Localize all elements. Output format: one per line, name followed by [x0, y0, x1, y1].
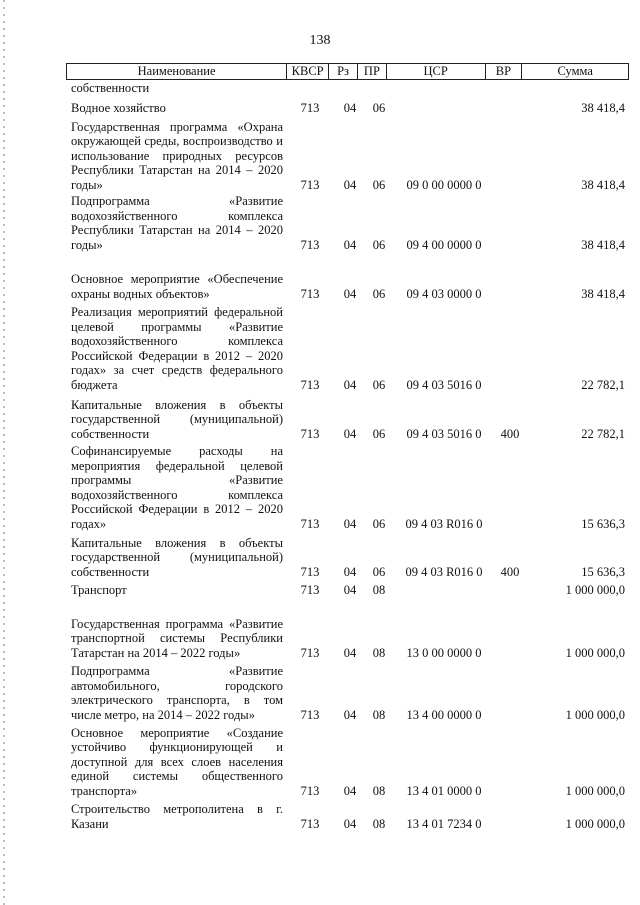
row-rz: 04 [343, 177, 357, 192]
page-number: 138 [309, 33, 331, 48]
row-sum: 1 000 000,0 [565, 582, 625, 597]
row-name: Подпрограмма «Развитие водохозяйственного комплекса Республики Татарстан на 2014 – 2020 годы» [71, 194, 283, 252]
row-kvsr: 713 [300, 100, 320, 115]
row-kvsr: 713 [300, 816, 320, 831]
table-row [0, 256, 640, 301]
header-kvsr: КВСР [287, 64, 329, 79]
row-rz: 04 [343, 286, 357, 301]
header-csr: ЦСР [387, 64, 486, 79]
header-name: Наименование [67, 64, 287, 79]
header-sum: Сумма [557, 64, 593, 78]
row-name: Капитальные вложения в объекты государственной (муниципальной) собственности [71, 397, 283, 441]
row-kvsr: 713 [300, 582, 320, 597]
row-name: собственности [71, 80, 150, 95]
row-csr: 13 0 00 0000 0 [406, 645, 482, 660]
row-pr: 06 [372, 177, 386, 192]
row-rz: 04 [343, 564, 357, 579]
row-csr: 09 4 03 R016 0 [405, 516, 483, 531]
table-header [66, 63, 629, 80]
row-rz: 04 [343, 783, 357, 798]
row-csr: 09 4 00 0000 0 [406, 237, 482, 252]
row-sum: 1 000 000,0 [565, 707, 625, 722]
row-sum: 1 000 000,0 [565, 783, 625, 798]
row-name: Строительство метрополитена в г. Казани [71, 802, 283, 831]
row-rz: 04 [343, 516, 357, 531]
row-csr: 09 4 03 0000 0 [406, 286, 482, 301]
table-row [0, 100, 640, 115]
row-pr: 08 [372, 582, 386, 597]
table-row [0, 304, 640, 392]
row-rz: 04 [343, 645, 357, 660]
row-kvsr: 713 [300, 177, 320, 192]
table-row [0, 582, 640, 597]
row-pr: 06 [372, 564, 386, 579]
header-pr: ПР [358, 64, 387, 79]
row-csr: 13 4 01 7234 0 [406, 816, 482, 831]
row-pr: 08 [372, 645, 386, 660]
table-row [0, 443, 640, 531]
row-pr: 08 [372, 707, 386, 722]
row-name: Капитальные вложения в объекты государственной (муниципальной) собственности [71, 535, 283, 579]
row-sum: 38 418,4 [581, 286, 625, 301]
row-pr: 06 [372, 237, 386, 252]
row-csr: 09 4 03 R016 0 [405, 564, 483, 579]
row-pr: 08 [372, 816, 386, 831]
row-csr: 09 4 03 5016 0 [406, 426, 482, 441]
row-kvsr: 713 [300, 516, 320, 531]
row-rz: 04 [343, 816, 357, 831]
row-sum: 15 636,3 [581, 516, 625, 531]
row-sum: 1 000 000,0 [565, 816, 625, 831]
row-name: Основное мероприятие «Обеспечение охраны водных объектов» [71, 272, 283, 301]
row-sum: 22 782,1 [581, 426, 625, 441]
row-pr: 06 [372, 286, 386, 301]
row-sum: 1 000 000,0 [565, 645, 625, 660]
row-name: Государственная программа «Охрана окружающей среды, воспроизводство и использование природных ресурсов Республики Татарстан на 2014 – 2020 годы» [71, 119, 283, 192]
row-pr: 06 [372, 100, 386, 115]
row-rz: 04 [343, 100, 357, 115]
row-kvsr: 713 [300, 645, 320, 660]
row-csr: 09 4 03 5016 0 [406, 377, 482, 392]
row-kvsr: 713 [300, 237, 320, 252]
row-name: Государственная программа «Развитие транспортной системы Республики Татарстан на 2014 – 2022 годы» [71, 616, 283, 660]
table-row [0, 118, 640, 192]
table-row [0, 80, 640, 95]
row-csr: 13 4 00 0000 0 [406, 707, 482, 722]
table-row [0, 800, 640, 831]
row-kvsr: 713 [300, 564, 320, 579]
row-pr: 06 [372, 516, 386, 531]
row-name: Подпрограмма «Развитие автомобильного, городского электрического транспорта, в том числе метро, на 2014 – 2022 годы» [71, 664, 283, 722]
row-csr: 09 0 00 0000 0 [406, 177, 482, 192]
row-kvsr: 713 [300, 377, 320, 392]
row-sum: 15 636,3 [581, 564, 625, 579]
row-sum: 22 782,1 [581, 377, 625, 392]
row-kvsr: 713 [300, 783, 320, 798]
row-csr: 13 4 01 0000 0 [406, 783, 482, 798]
row-vr: 400 [500, 564, 520, 579]
table-row [0, 535, 640, 579]
row-rz: 04 [343, 426, 357, 441]
row-rz: 04 [343, 237, 357, 252]
table-row [0, 397, 640, 441]
row-rz: 04 [343, 707, 357, 722]
header-rz: Рз [329, 64, 358, 79]
table-row [0, 725, 640, 798]
table-row [0, 662, 640, 722]
row-kvsr: 713 [300, 707, 320, 722]
row-pr: 06 [372, 426, 386, 441]
row-name: Реализация мероприятий федеральной целевой программы «Развитие водохозяйственного комплекса Российской Федерации в 2012 – 2020 годах» за счет средств федерального бюджета [71, 305, 283, 392]
row-kvsr: 713 [300, 426, 320, 441]
row-name: Водное хозяйство [71, 100, 166, 115]
header-vr: ВР [486, 64, 523, 79]
row-name: Транспорт [71, 582, 127, 597]
row-vr: 400 [500, 426, 520, 441]
table-row [0, 600, 640, 660]
row-sum: 38 418,4 [581, 177, 625, 192]
row-pr: 08 [372, 783, 386, 798]
table-row [0, 194, 640, 252]
row-sum: 38 418,4 [581, 100, 625, 115]
row-kvsr: 713 [300, 286, 320, 301]
row-sum: 38 418,4 [581, 237, 625, 252]
row-name: Основное мероприятие «Создание устойчиво функционирующей и доступной для всех слоев населения единой системы общественного транспорта» [71, 725, 283, 798]
row-name: Софинансируемые расходы на мероприятия федеральной целевой программы «Развитие водохозяйственного комплекса Российской Федерации в 2012 – 2020 годах» [71, 444, 283, 531]
row-pr: 06 [372, 377, 386, 392]
row-rz: 04 [343, 377, 357, 392]
row-rz: 04 [343, 582, 357, 597]
